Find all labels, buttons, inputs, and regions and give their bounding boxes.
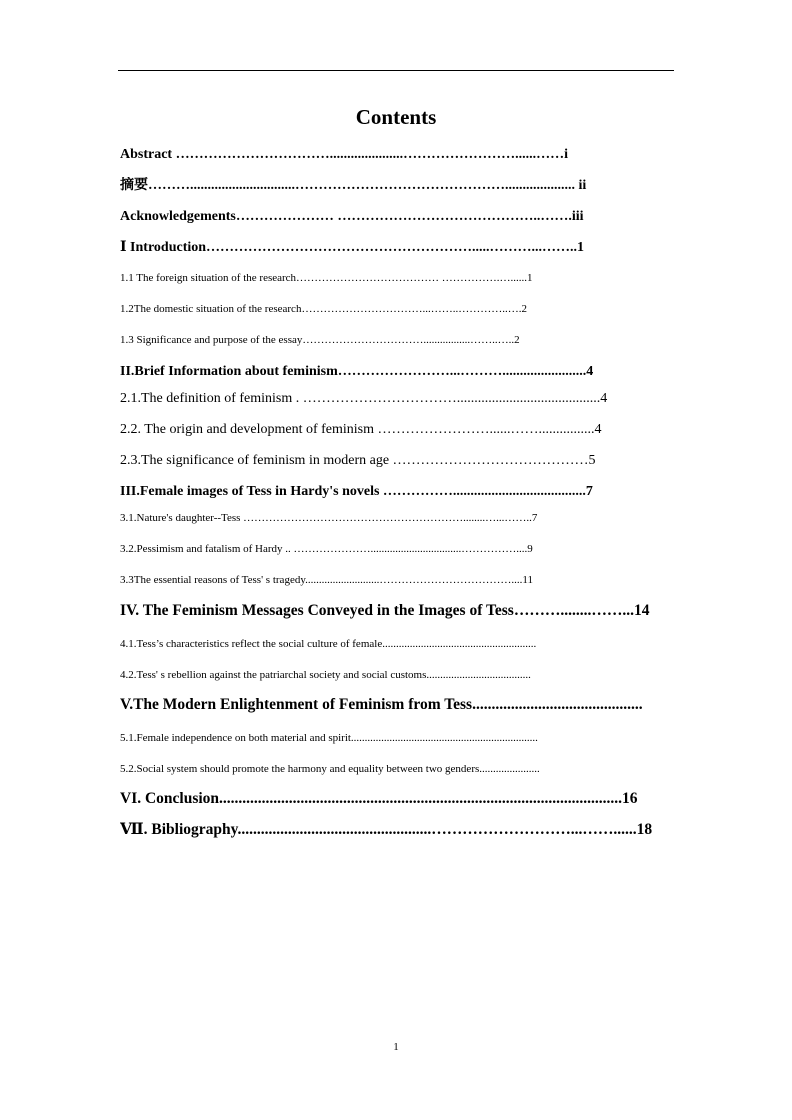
toc-entry-feminism-messages[interactable]: IV. The Feminism Messages Conveyed in the Images of Tess………........……...14 [120,602,650,619]
toc-entry-conclusion[interactable]: VI. Conclusion........................................................................................................16 [120,790,638,807]
toc-entry-4-2[interactable]: 4.2.Tess' s rebellion against the patriarchal society and social customs...................................... [120,669,531,681]
toc-entry-abstract[interactable]: Abstract …………………………….....................……………………......……i [120,147,568,162]
toc-entry-3-3[interactable]: 3.3The essential reasons of Tess' s tragedy...........................………………………………....11 [120,574,533,586]
toc-entry-1-2[interactable]: 1.2The domestic situation of the research……………………………...……..…………..….2 [120,303,527,315]
toc-entry-3-2[interactable]: 3.2.Pessimism and fatalism of Hardy .. ………………….................................……………....9 [120,543,533,555]
toc-entry-2-3[interactable]: 2.3.The significance of feminism in modern age ……………………………………5 [120,453,596,468]
toc-entry-4-1[interactable]: 4.1.Tess’s characteristics reflect the social culture of female........................................................ [120,638,537,650]
toc-entry-2-1[interactable]: 2.1.The definition of feminism . …………………………….........................................4 [120,391,608,406]
toc-entry-chinese-abstract[interactable]: 摘要………..............................……………………………………….................... ii [120,178,587,193]
toc-entry-bibliography[interactable]: Ⅶ. Bibliography..................................................………………………...……......18 [120,821,653,838]
toc-entry-feminism-info[interactable]: II.Brief Information about feminism……………………...………........................4 [120,364,594,379]
toc-entry-1-1[interactable]: 1.1 The foreign situation of the research………………………………… …………….…......1 [120,272,533,284]
toc-entry-1-3[interactable]: 1.3 Significance and purpose of the essay…………………………….................……..…..2 [120,334,520,346]
toc-entry-5-2[interactable]: 5.2.Social system should promote the harmony and equality between two genders...................... [120,763,540,775]
toc-entry-female-images[interactable]: III.Female images of Tess in Hardy's novels ……………......................................7 [120,484,593,499]
header-rule [118,70,674,71]
toc-entry-3-1[interactable]: 3.1.Nature's daughter--Tess ……………………………………………………........…...……..7 [120,512,538,524]
toc-entry-2-2[interactable]: 2.2. The origin and development of feminism ……………………......……................4 [120,422,602,437]
page-number: 1 [393,1041,399,1053]
page-title: Contents [355,105,437,129]
toc-entry-5-1[interactable]: 5.1.Female independence on both material and spirit.................................................................... [120,732,538,744]
toc-entry-introduction[interactable]: Ⅰ Introduction………………………………………………….....………...……..1 [120,240,585,255]
toc-entry-acknowledgements[interactable]: Acknowledgements………………… ……………………………………..…….iii [120,209,584,224]
toc-entry-modern-enlightenment[interactable]: V.The Modern Enlightenment of Feminism from Tess............................................ [120,696,643,713]
